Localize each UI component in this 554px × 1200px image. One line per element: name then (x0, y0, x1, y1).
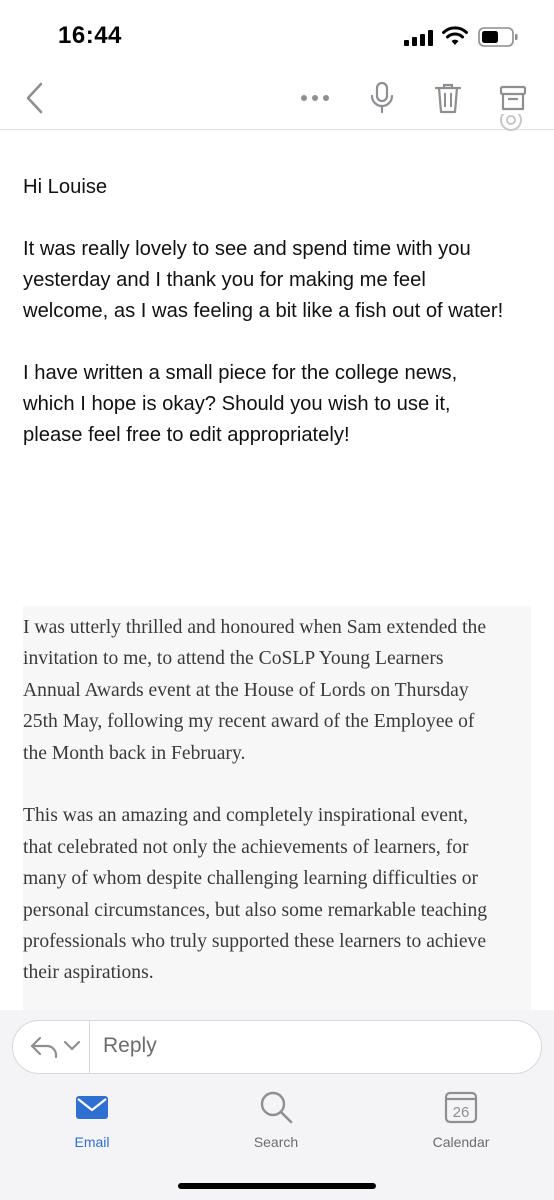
cellular-signal-icon (404, 30, 434, 46)
quoted-article (23, 606, 531, 1010)
reply-divider (89, 1021, 90, 1073)
tab-calendar[interactable] (406, 1090, 516, 1152)
tab-email[interactable] (37, 1090, 147, 1152)
status-bar (0, 0, 554, 70)
dictate-button[interactable] (364, 80, 400, 116)
chevron-left-icon (23, 81, 45, 115)
home-indicator (178, 1183, 376, 1189)
more-options-button[interactable] (297, 80, 333, 116)
trash-icon (434, 82, 462, 114)
partially-hidden-icon (498, 114, 524, 136)
archive-button[interactable] (495, 80, 531, 116)
battery-icon (478, 27, 518, 47)
paragraph-1: It was really lovely to see and spend time with you yesterday and I thank you for making me feel welcome, as I was feeling a bit like a fish out of water! (23, 238, 504, 322)
chevron-down-icon[interactable] (63, 1039, 81, 1053)
email-body (23, 172, 543, 482)
paragraph-2: I have written a small piece for the college news, which I hope is okay? Should you wish to use it, please feel free to edit appropriately! (23, 362, 458, 446)
tab-search-label: Search (253, 1134, 299, 1150)
email-toolbar (0, 70, 554, 130)
archive-box-icon (499, 84, 527, 112)
calendar-day-number: 26 (452, 1104, 470, 1121)
reply-label[interactable]: Reply (103, 1034, 157, 1057)
microphone-icon (369, 81, 395, 115)
tab-email-label: Email (74, 1134, 110, 1150)
tab-calendar-label: Calendar (432, 1134, 490, 1150)
delete-button[interactable] (430, 80, 466, 116)
status-time: 16:44 (58, 22, 122, 49)
quoted-article-text: I was utterly thrilled and honoured when Sam extended the invitation to me, to attend the CoSLP Young Learners Annual Awards event at the House of Lords on Thursday 25th May, following my recent award of the Employee of the Month back in February. This was an amazing and completely inspirational event, that celebrated not only the achievements of learners, for many of whom despite challenging learning difficulties or personal circumstances, but also some remarkable teaching professionals who truly supported these learners to achieve their aspirations. (23, 617, 488, 984)
calendar-icon (444, 1090, 478, 1124)
back-button[interactable] (16, 80, 52, 116)
more-dots-icon (299, 93, 331, 103)
greeting: Hi Louise (23, 176, 108, 198)
mail-icon (75, 1090, 109, 1124)
search-icon (259, 1090, 293, 1124)
reply-box[interactable] (12, 1020, 542, 1074)
tab-search[interactable] (221, 1090, 331, 1152)
wifi-icon (442, 25, 468, 47)
reply-arrow-icon[interactable] (29, 1035, 59, 1059)
